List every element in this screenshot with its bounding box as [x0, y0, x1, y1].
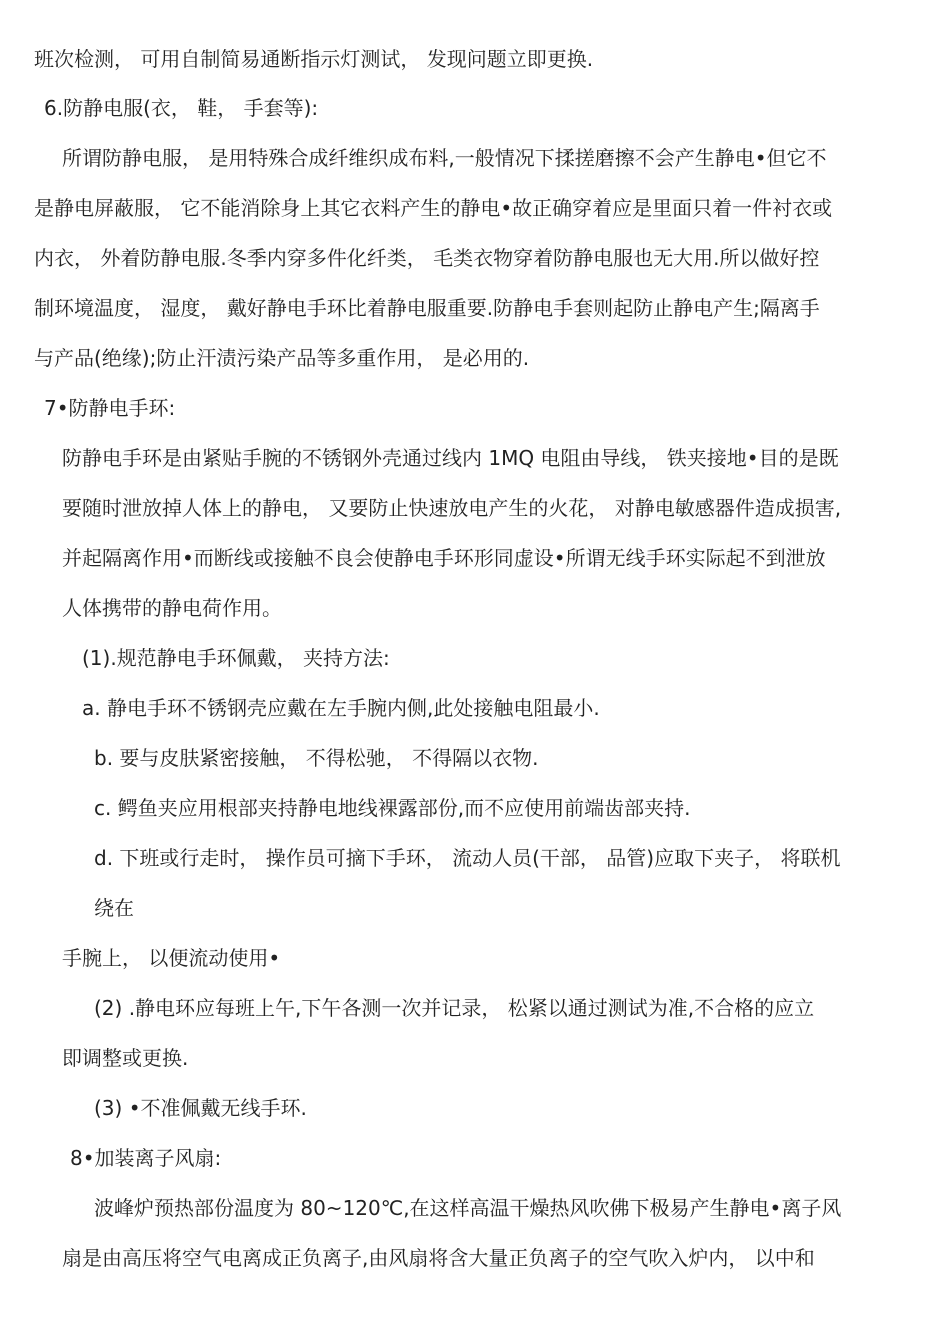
list-item: c. 鳄鱼夹应用根部夹持静电地线裸露部份,而不应使用前端齿部夹持. — [94, 796, 691, 820]
list-item: d. 下班或行走时， 操作员可摘下手环， 流动人员(干部， 品管)应取下夹子， 将联机 — [94, 846, 841, 870]
list-item: a. 静电手环不锈钢壳应戴在左手腕内侧,此处接触电阻最小. — [82, 696, 600, 720]
text-line: 制环境温度， 湿度， 戴好静电手环比着静电服重要.防静电手套则起防止静电产生;隔离手 — [34, 296, 820, 320]
text-line: 是静电屏蔽服， 它不能消除身上其它衣料产生的静电•故正确穿着应是里面只着一件衬衣或 — [34, 196, 833, 220]
section-heading-8: 8•加装离子风扇: — [70, 1146, 222, 1170]
text-line: 手腕上， 以便流动使用• — [62, 946, 281, 970]
text-line: 扇是由高压将空气电离成正负离子,由风扇将含大量正负离子的空气吹入炉内， 以中和 — [62, 1246, 815, 1270]
text-line: 绕在 — [94, 896, 134, 920]
list-item: (2) .静电环应每班上午,下午各测一次并记录， 松紧以通过测试为准,不合格的应立 — [94, 996, 815, 1020]
text-line: 波峰炉预热部份温度为 80~120℃,在这样高温干燥热风吹佛下极易产生静电•离子风 — [94, 1196, 842, 1220]
subsection-heading: (1).规范静电手环佩戴， 夹持方法: — [82, 646, 390, 670]
text-line: 要随时泄放掉人体上的静电， 又要防止快速放电产生的火花， 对静电敏感器件造成损害, — [62, 496, 842, 520]
list-item: b. 要与皮肤紧密接触， 不得松驰， 不得隔以衣物. — [94, 746, 539, 770]
section-heading-6: 6.防静电服(衣， 鞋， 手套等): — [44, 96, 319, 120]
text-line: 防静电手环是由紧贴手腕的不锈钢外壳通过线内 1MQ 电阻由导线， 铁夹接地•目的是既 — [62, 446, 839, 470]
text-line: 即调整或更换. — [62, 1046, 189, 1070]
text-line: 并起隔离作用•而断线或接触不良会使静电手环形同虚设•所谓无线手环实际起不到泄放 — [62, 546, 826, 570]
text-line: 班次检测， 可用自制简易通断指示灯测试， 发现问题立即更换. — [34, 47, 594, 71]
text-line: 与产品(绝缘);防止汗渍污染产品等多重作用， 是必用的. — [34, 346, 530, 370]
text-line: 人体携带的静电荷作用。 — [62, 596, 282, 620]
text-line: 内衣， 外着防静电服.冬季内穿多件化纤类， 毛类衣物穿着防静电服也无大用.所以做好控 — [34, 246, 820, 270]
list-item: (3) •不准佩戴无线手环. — [94, 1096, 307, 1120]
text-line: 所谓防静电服， 是用特殊合成纤维织成布料,一般情况下揉搓磨擦不会产生静电•但它不 — [62, 146, 827, 170]
section-heading-7: 7•防静电手环: — [44, 396, 176, 420]
